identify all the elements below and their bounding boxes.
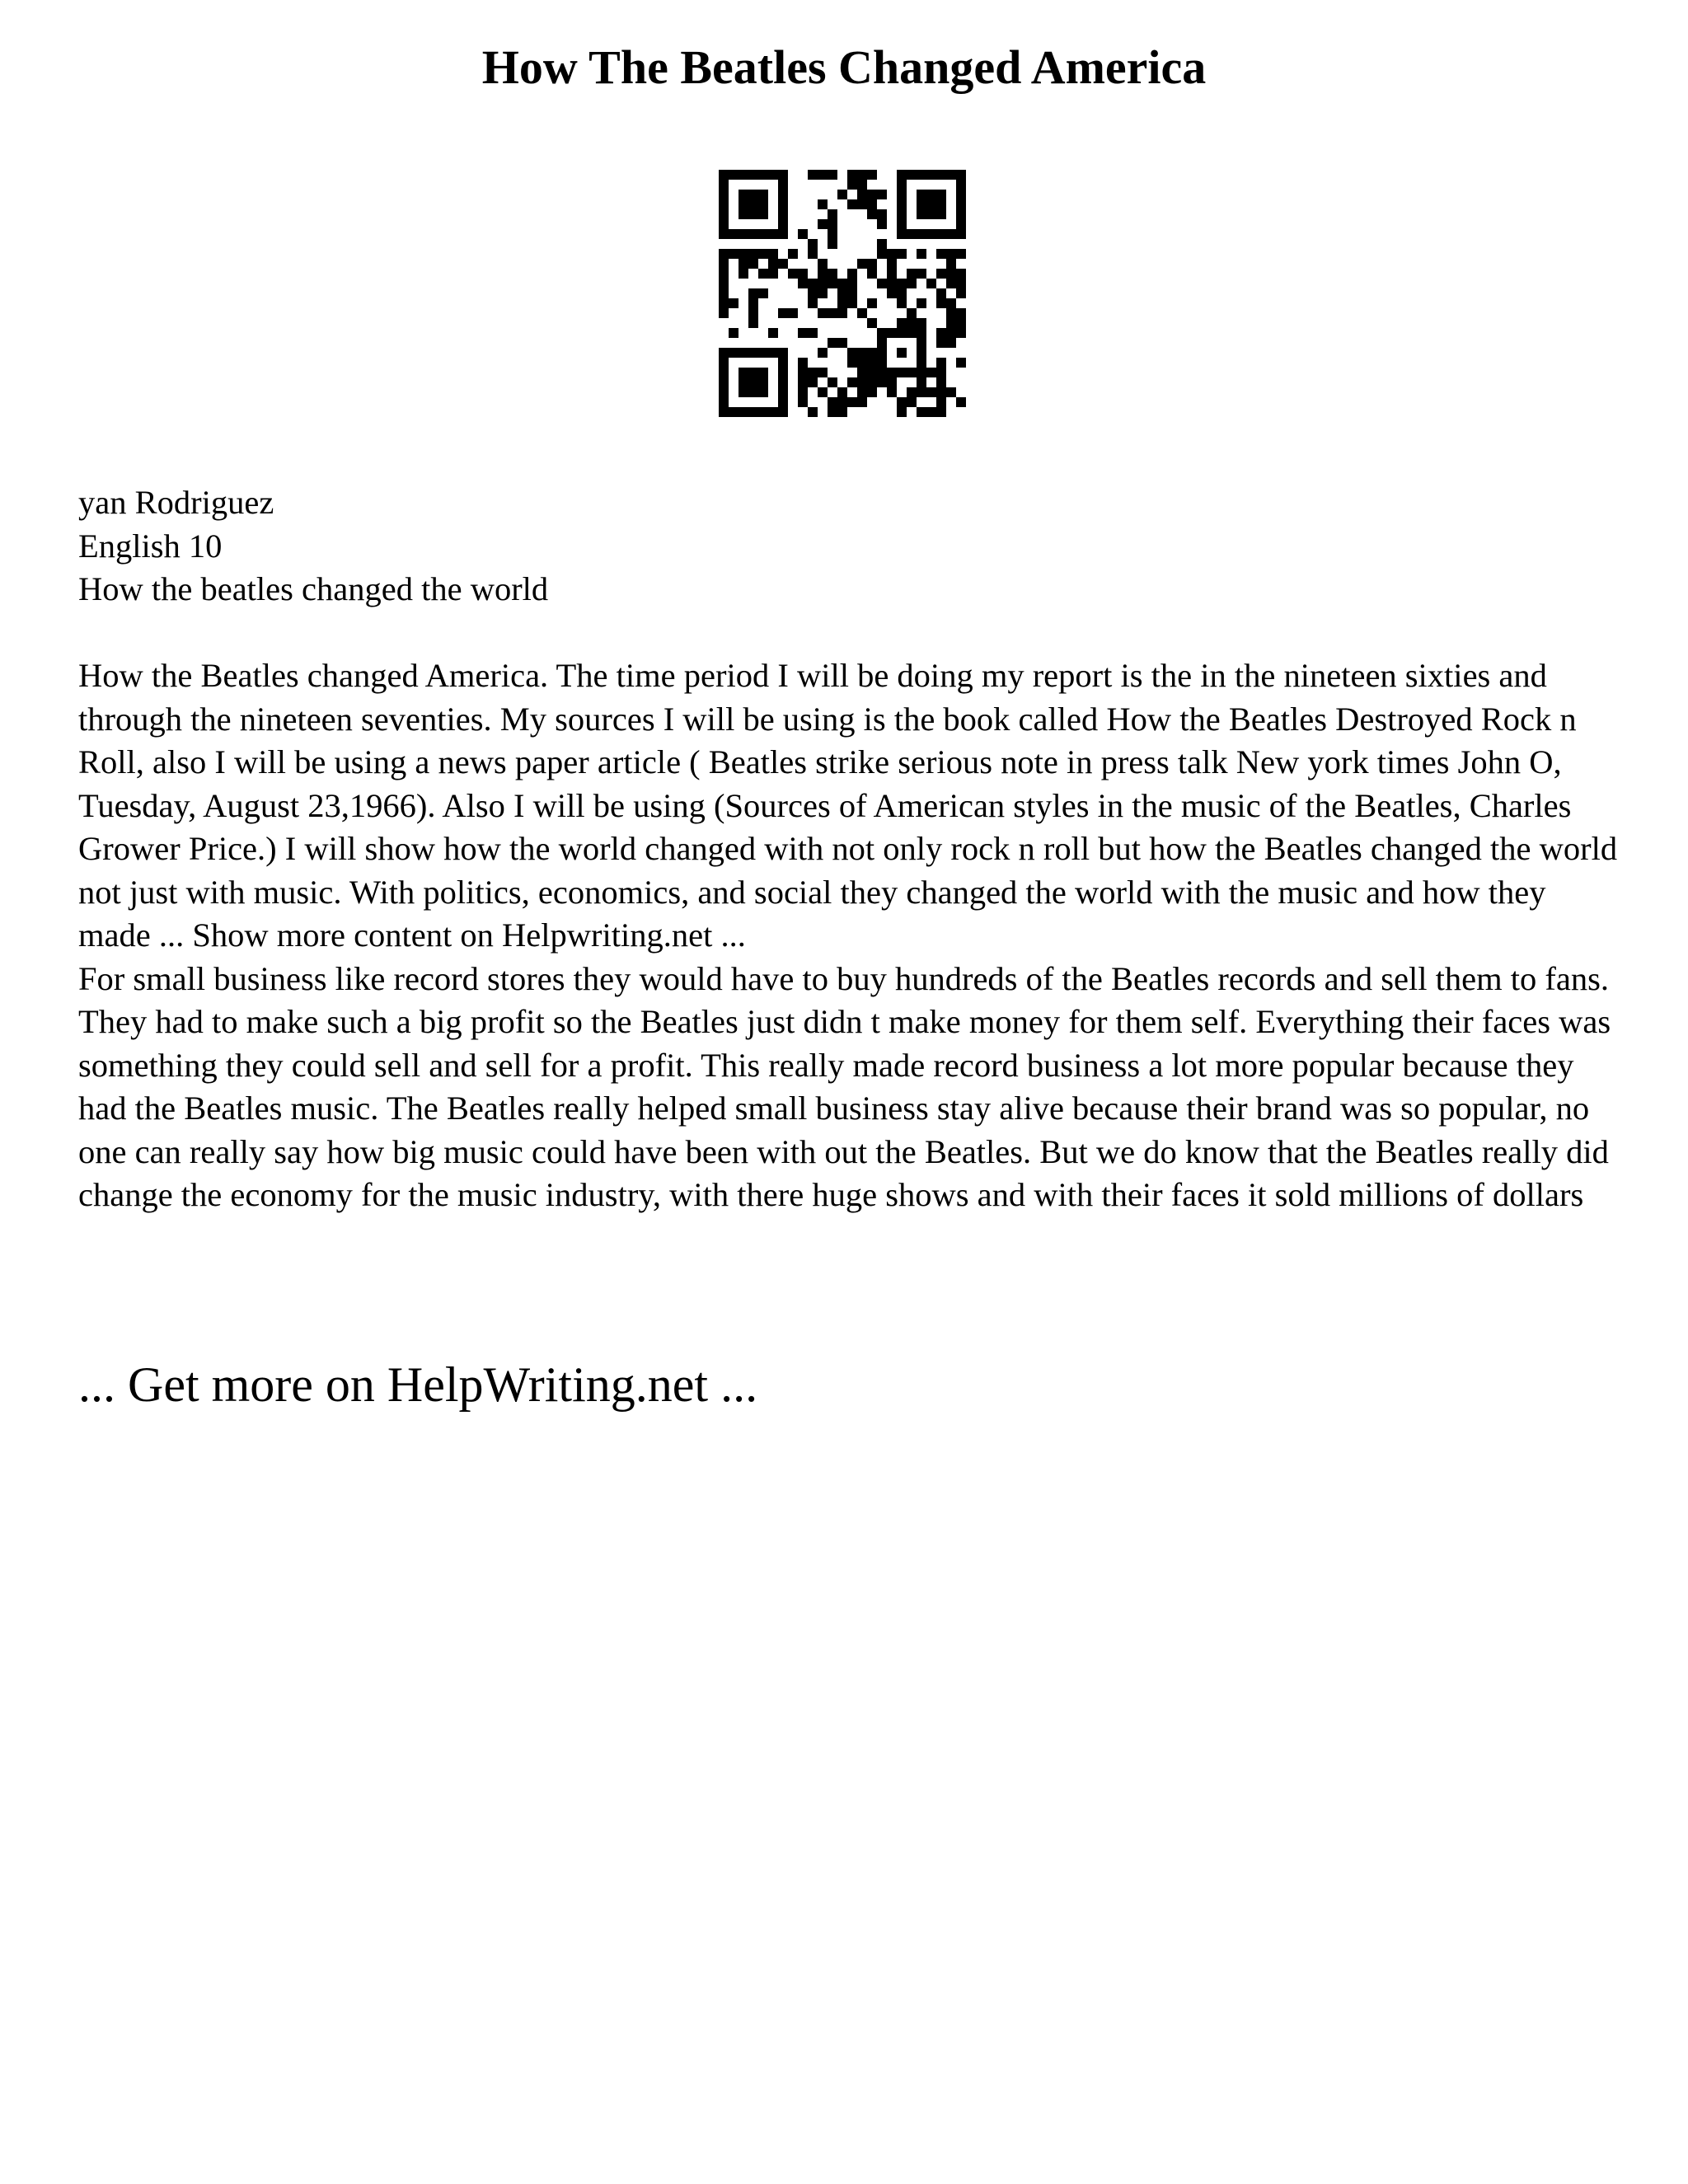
essay-subject: How the beatles changed the world [78, 570, 549, 607]
paragraph-economics: For small business like record stores they would have to buy hundreds of the Beatles records and sell them to fans. They had to make such a big profit so the Beatles just didn t make money for them self. Everything their faces was something they could sell and sell for a profit. This really made record business a lot more popular because they had the Beatles music. The Beatles really helped small business stay alive because their brand was so popular, no one can really say how big music could have been with out the Beatles. But we do know that the Beatles really did change the economy for the music industry, with there huge shows and with their faces it sold millions of dollars [78, 959, 1611, 1213]
paragraph-intro: How the Beatles changed America. The time period I will be doing my report is the in the nineteen sixties and through the nineteen seventies. My sources I will be using is the book called How the Beatles Destroyed Rock n Roll, also I will be using a news paper article ( Beatles strike serious note in press talk New york times John O, Tuesday, August 23,1966). Also I will be using (Sources of American styles in the music of the Beatles, Charles Grower Price.) I will show how the world changed with not only rock n roll but how the Beatles changed the world not just with music. With politics, economics, and social they changed the world with the music and how they made ... Show more content on Helpwriting.net ... [78, 657, 1618, 954]
author-name: yan Rodriguez [78, 484, 274, 521]
course-name: English 10 [78, 527, 223, 565]
spacer [78, 612, 1620, 655]
page-title: How The Beatles Changed America [481, 40, 1207, 94]
qr-code-icon [719, 170, 966, 417]
get-more-link[interactable]: ... Get more on HelpWriting.net ... [78, 1357, 758, 1412]
document-body [78, 481, 1620, 1217]
